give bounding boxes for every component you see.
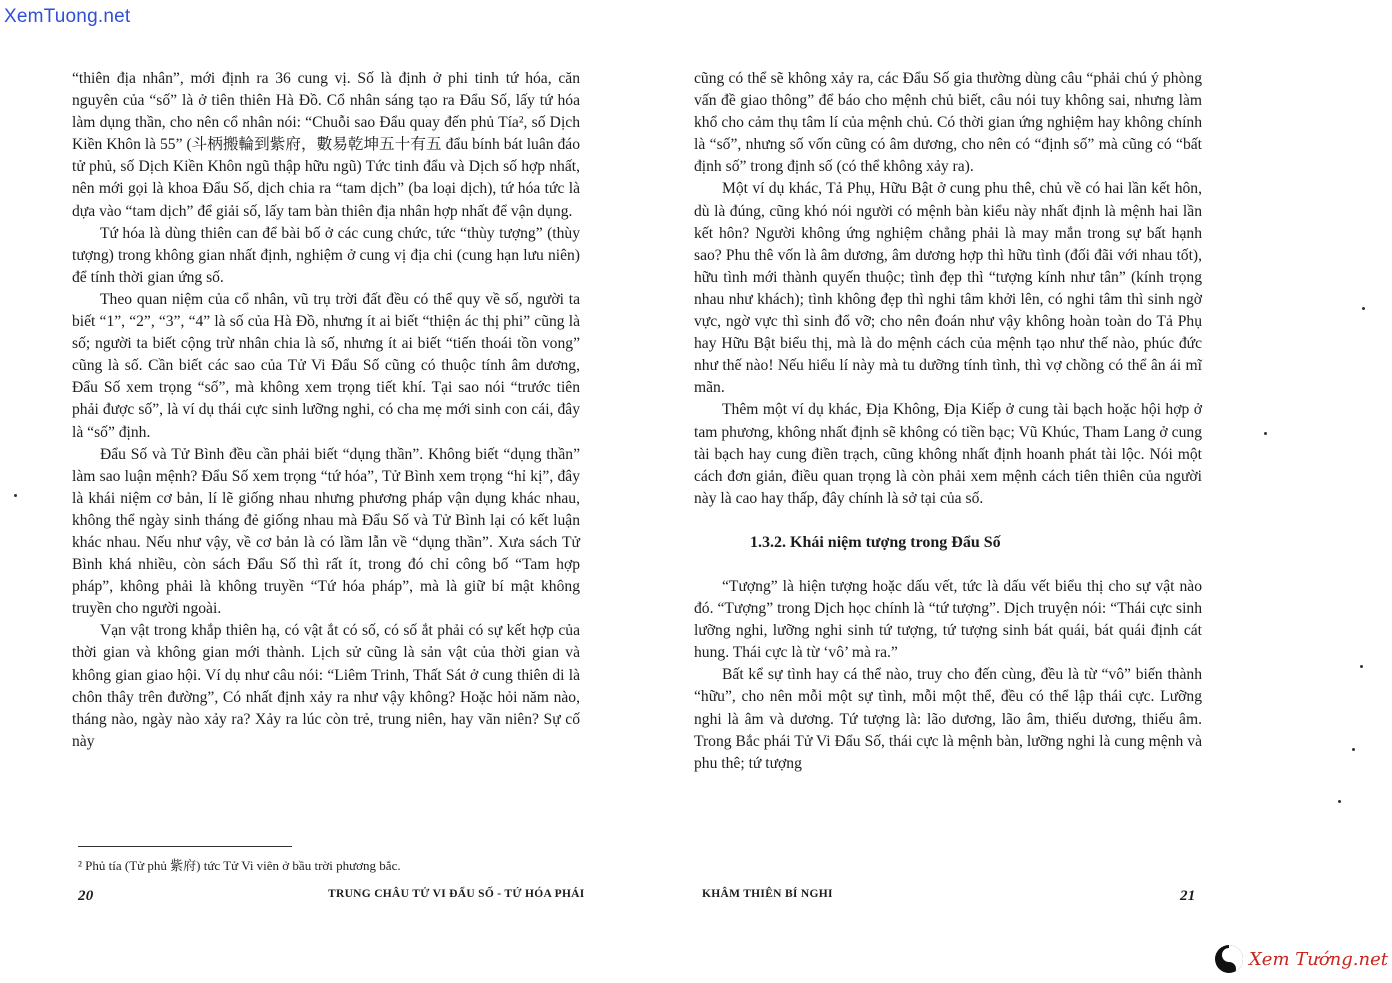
left-running-title: TRUNG CHÂU TỬ VI ĐẨU SỐ - TỨ HÓA PHÁI bbox=[328, 888, 585, 900]
footnote: ² Phủ tía (Tử phủ 紫府) tức Tử Vi viên ở bầu trời phương bắc. bbox=[78, 858, 401, 873]
paragraph: Tứ hóa là dùng thiên can để bài bố ở các cung chức, tức “thùy tượng” (thùy tượng) trong không gian nhất định, nghiệm ở cung vị địa chi (cung hạn lưu niên) để tính thời gian ứng số. bbox=[72, 224, 580, 286]
right-page-number bbox=[1180, 888, 1196, 905]
paragraph: Thêm một ví dụ khác, Địa Không, Địa Kiếp ở cung tài bạch hoặc hội hợp ở tam phương, không nhất định sẽ không có tiền bạc; Vũ Khúc, Tham Lang ở cung tài bạch hay cung điền trạch, cũng không nhất định hoanh phát tài lộc. Nói một cách đơn giản, điều quan trọng là còn phải xem mệnh cách tiên thiên của người này là cao hay thấp, đây chính là sở tại của số. bbox=[694, 401, 1202, 507]
page-number: 20 bbox=[78, 888, 94, 904]
site-logo bbox=[1215, 945, 1388, 973]
logo-text: Xem Tướng.net bbox=[1248, 948, 1388, 970]
right-page-body bbox=[694, 68, 1202, 775]
left-page-number bbox=[78, 888, 94, 905]
right-page bbox=[694, 68, 1202, 775]
site-watermark: XemTuong.net bbox=[4, 6, 131, 27]
section-heading: 1.3.2. Khái niệm tượng trong Đẩu Số bbox=[750, 533, 1001, 551]
paragraph: Theo quan niệm của cổ nhân, vũ trụ trời đất đều có thể quy về số, người ta biết “1”, “2”, “3”, “4” là số của Hà Đồ, nhưng ít ai biết “thiện ác thị phi” cũng là số; người ta biết cộng trừ nhân chia là số, nhưng ít ai biết “tiến thoái tồn vong” cũng là số. Cần biết các sao của Tử Vi Đẩu Số cũng có thuộc tính âm dương, Đẩu Số xem trọng “số”, mà không xem trọng tiết khí. Tại sao nói “trước tiên phải được số”, là ví dụ thái cực sinh lưỡng nghi, có cha mẹ mới sinh con cái, đây là “số” định. bbox=[72, 290, 580, 441]
yin-yang-icon bbox=[1215, 945, 1243, 973]
paragraph: “thiên địa nhân”, mới định ra 36 cung vị. Số là định ở phi tinh tứ hóa, căn nguyên của “số” là ở tiên thiên Hà Đồ. Cổ nhân sáng tạo ra Đẩu Số, lấy tứ hóa làm dụng thần, cho nên cổ nhân nói: “Chuỗi sao Đẩu quay đến phủ Tía², số Dịch Kiền Khôn là 55” (斗柄搬輪到紫府，數易乾坤五十有五 đẩu bính bát luân đáo tử phủ, số Dịch Kiền Khôn ngũ thập hữu ngũ) Tức tinh đẩu và Dịch số hợp nhất, nên mới gọi là khoa Đẩu Số, dịch chia ra “tam dịch” (ba loại dịch), tứ hóa tức là dựa vào “tam dịch” để giải số, lấy tam bàn thiên địa nhân hợp nhất để vận dụng. bbox=[72, 70, 580, 220]
paragraph: Đẩu Số và Tử Bình đều cần phải biết “dụng thần”. Không biết “dụng thần” làm sao luận mệnh? Đẩu Số xem trọng “tứ hóa”, Tử Bình xem trọng “hỉ kị”, đây là khái niệm cơ bản, lí lẽ giống nhau nhưng phương pháp vận dụng khác nhau, không thể ngày sinh tháng đẻ giống nhau mà Đẩu Số và Tử Bình lại có kết luận khác nhau. Nếu như vậy, về cơ bản là có lầm lẫn về “dụng thần”. Xưa sách Tử Bình khá nhiều, còn sách Đẩu Số thì rất ít, trong đó chỉ công bố “Tam hợp pháp”, không phải là không truyền “Tứ hóa pháp”, mà là giữ bí mật không truyền cho người ngoài. bbox=[72, 445, 580, 618]
page-number: 21 bbox=[1180, 888, 1196, 904]
paragraph: cũng có thể sẽ không xảy ra, các Đẩu Số gia thường dùng câu “phải chú ý phòng vấn đề giao thông” để báo cho mệnh chủ biết, câu nói tuy không sai, nhưng làm khổ cho cảm thụ tâm lí của mệnh chủ. Có thời gian ứng nghiệm hay không chính là “số”, nhưng số vốn cũng có âm dương, cho nên có “định số” mà cũng có “bất định số” trong định số (có thể không xảy ra). bbox=[694, 70, 1202, 176]
right-running-title: KHÂM THIÊN BÍ NGHI bbox=[702, 888, 833, 900]
paragraph: Một ví dụ khác, Tả Phụ, Hữu Bật ở cung phu thê, chủ về có hai lần kết hôn, dù là đúng, cũng khó nói người có mệnh bàn kiểu này nhất định là mệnh hai lần kết hôn? Người không ứng nghiệm chẳng phải là may mắn trong sự bất hạnh sao? Phu thê vốn là âm dương, âm dương hợp thì hữu tình (đối đãi với nhau tốt), hữu tình mới thành quyến thuộc; tình đẹp thì “tượng kính như tân” (kính trọng nhau như khách); tình không đẹp thì nghi tâm khởi lên, có nghi tâm thì sinh ngờ vực, ngờ vực thì sinh đổ vỡ; cho nên đoán như vậy không hoàn toàn do Tả Phụ hay Hữu Bật biểu thị, mà là do mệnh cách của mệnh tạo như thế nào, phúc đức như thế nào! Nếu hiểu lí này mà tu dưỡng tính tình, thì vợ chồng có thể ân ái mĩ mãn. bbox=[694, 180, 1202, 397]
footnote-divider bbox=[78, 846, 292, 847]
paragraph: “Tượng” là hiện tượng hoặc dấu vết, tức là dấu vết biểu thị cho sự vật nào đó. “Tượng” trong Dịch học chính là “tứ tượng”. Dịch truyện nói: “Thái cực sinh lưỡng nghi, lưỡng nghi sinh tứ tượng, tứ tượng sinh bát quái, bát quái định cát hung. Thái cực là từ ‘vô’ mà ra.” bbox=[694, 577, 1202, 662]
paragraph: Bất kể sự tình hay cá thể nào, truy cho đến cùng, đều là từ “vô” biến thành “hữu”, cho nên mỗi một sự tình, mỗi một thể, đều có thể lập thái cực. Lưỡng nghi là âm và dương. Tứ tượng là: lão dương, lão âm, thiếu dương, thiếu âm. Trong Bắc phái Tử Vi Đẩu Số, thái cực là mệnh bàn, lưỡng nghi là cung mệnh và phu thê; tứ tượng bbox=[694, 666, 1202, 772]
left-page-body bbox=[72, 68, 580, 753]
paragraph: Vạn vật trong khắp thiên hạ, có vật ắt có số, có số ắt phải có sự kết hợp của thời gian và không gian mới thành. Lịch sử cũng là sản vật của thời gian và không gian giao hội. Ví dụ như câu nói: “Liêm Trinh, Thất Sát ở cung thiên di là chôn thây trên đường”, Có nhất định xảy ra như vậy không? Hoặc hỏi năm nào, tháng nào, ngày nào xảy ra? Xảy ra lúc còn trẻ, trung niên, hay vãn niên? Sự cố này bbox=[72, 622, 580, 750]
left-page bbox=[72, 68, 580, 753]
